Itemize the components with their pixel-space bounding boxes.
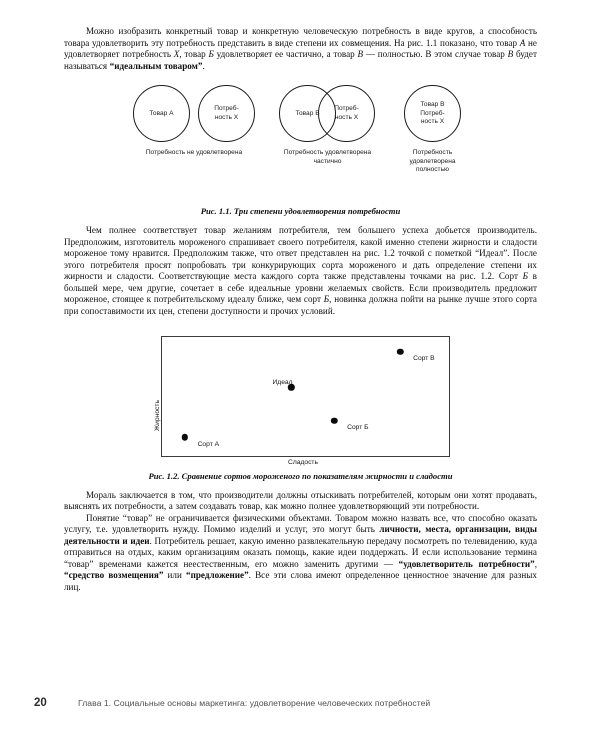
figure-1-1-caption-b	[254, 149, 401, 166]
p2-seg-c: в большей мере, чем другие, сочетает в себе идеальные уровни желаемых свойств. Если производитель предложит мороженое, стоящее к потребительскому идеалу ближе, чем сорт	[64, 271, 537, 305]
caption-v-line3: полностью	[416, 166, 449, 173]
caption-v-line1: Потребность	[412, 149, 453, 157]
p4-seg-i: . Все эти слова имеют определенное ценностное значение для разных лиц.	[64, 570, 537, 592]
circle-product-b-label: Товар Б	[295, 109, 320, 117]
p4-seg-a: Понятие “товар” не ограничивается физическими объектами. Товаром можно назвать все, что способно оказать услугу, т.е. удовлетворить нужду. Помимо изделий и услуг, это могут быть	[64, 512, 537, 535]
chart-plot-area	[161, 336, 450, 457]
circle-product-a-label: Товар А	[149, 109, 174, 117]
p1-seg-g: удовлетворяет ее частично, а товар	[213, 49, 358, 60]
page-number: 20	[34, 697, 47, 709]
paragraph-2	[64, 225, 537, 317]
p1-seg-i: — полностью. В этом случае товар	[363, 49, 508, 60]
p4-bold-offering: “предложение”	[186, 570, 249, 581]
caption-b-line2: частично	[313, 157, 342, 165]
p2-italic-b: Б	[522, 271, 528, 282]
circle-need-x-1	[198, 85, 255, 142]
p1-seg-k: будет называться	[64, 49, 537, 71]
p1-italic-x: X	[173, 49, 180, 60]
figure-1-2-caption: Рис. 1.2. Сравнение сортов мороженого по показателям жирности и сладости	[148, 470, 453, 481]
chart-point-sort-b-label: Сорт Б	[347, 423, 369, 431]
circle-product-a	[133, 85, 190, 142]
caption-a-line1: Потребность не удовлетворена	[145, 149, 243, 157]
chart-point-sort-v	[397, 348, 403, 354]
circle-product-v-label: Товар В	[420, 101, 445, 109]
figure-1-1	[64, 82, 537, 198]
page-footer	[34, 697, 574, 709]
paragraph-3: Мораль заключается в том, что производители должны отыскивать потребителей, которым они хотят продавать, выяснять их потребности, а затем создавать товар, как можно полнее удовлетворяющий эти потребности.	[64, 489, 537, 512]
p1-italic-b: Б	[208, 49, 214, 60]
paragraph-1	[64, 26, 537, 72]
circle-product-v-need-line2: ность Х	[420, 117, 445, 125]
p2-italic-b2: Б	[323, 294, 330, 305]
circle-need-x-2-label-line2: ность Х	[334, 113, 359, 121]
figure-1-2	[64, 331, 537, 466]
figure-1-1-caption-v	[382, 149, 483, 174]
circle-need-x-2-label-line1: Потреб-	[334, 105, 359, 113]
circle-product-v-need-x	[404, 85, 461, 142]
caption-b-line1: Потребность удовлетворена	[283, 149, 372, 157]
footer-chapter-title: Глава 1. Социальные основы маркетинга: удовлетворение человеческих потребностей	[78, 698, 431, 708]
chart-point-sort-b	[331, 417, 337, 423]
circle-need-x-1-label-line2: ность Х	[214, 113, 239, 121]
figure-1-1-caption: Рис. 1.1. Три степени удовлетворения потребности	[200, 206, 401, 217]
p1-seg-c: не удовлетворяет потребность	[64, 37, 537, 60]
chart-y-axis-label: Жирность	[154, 399, 161, 431]
paragraph-4	[64, 513, 537, 594]
p1-seg-a: Можно изобразить конкретный товар и конкретную человеческую потребность в виде кругов, а способность товара удовлетворить эту потребность представить в виде степени их совмещения. На рис. 1.1 показано, что товар	[64, 26, 537, 48]
p1-seg-e: , товар	[179, 49, 209, 60]
p4-bold-satisfier: “удовлетворитель потребности”	[398, 558, 535, 569]
p4-seg-e: ,	[534, 558, 537, 569]
p4-seg-c: . Потребитель решает, какую именно развлекательную передачу посмотреть по телевидению, куда отправиться на отдых, каким организациям оказать помощь, какие идеи поддержать. И если использование термина “товар” временами кажется неестественным, его можно заменить другими —	[64, 535, 537, 569]
chart-point-sort-a-label: Сорт А	[197, 440, 220, 448]
chart-x-axis-label: Сладость	[288, 458, 318, 466]
figure-1-1-caption-a	[110, 149, 278, 157]
p1-bold-ideal-product: “идеальным товаром”	[109, 60, 203, 71]
p1-italic-v: В	[357, 49, 364, 60]
p2-seg-a: Чем полнее соответствует товар желаниям потребителя, тем большего успеха добьется производитель. Предположим, изготовитель мороженого спрашивает своего потребителя, какой именно степени жирности и сладости мороженое тому нравится. Предположим также, что ответ представлен на рис. 1.2 точкой с пометкой “Идеал”. После этого потребителя просят попробовать три конкурирующих сорта мороженого и дать определение степени их жирности и сладости. Соответствующие места каждого сорта также представлены точками на рис. 1.2. Сорт	[64, 225, 537, 282]
caption-v-line2: удовлетворена	[409, 157, 456, 165]
p4-bold-list: личности, места, организации, виды деятельности и идеи	[64, 524, 537, 546]
p4-seg-g: или	[163, 570, 187, 581]
p1-italic-v2: В	[507, 49, 514, 60]
p1-italic-a: A	[519, 37, 526, 48]
circle-need-x-1-label-line1: Потреб-	[214, 105, 239, 113]
page-content	[64, 26, 537, 593]
p4-bold-compensation: “средство возмещения”	[64, 570, 164, 581]
circle-product-v-need-line1: Потреб-	[420, 109, 445, 117]
p2-seg-e: , новинка должна пойти на рынке лучше этого сорта при сопоставимости их цен, степени доступности и прочих условий.	[64, 294, 537, 317]
chart-point-sort-a	[182, 434, 188, 440]
chart-point-sort-v-label: Сорт В	[413, 354, 435, 362]
p1-seg-m: .	[202, 60, 205, 71]
circle-need-x-2	[318, 85, 375, 142]
chart-point-ideal-label: Идеал	[272, 378, 293, 386]
